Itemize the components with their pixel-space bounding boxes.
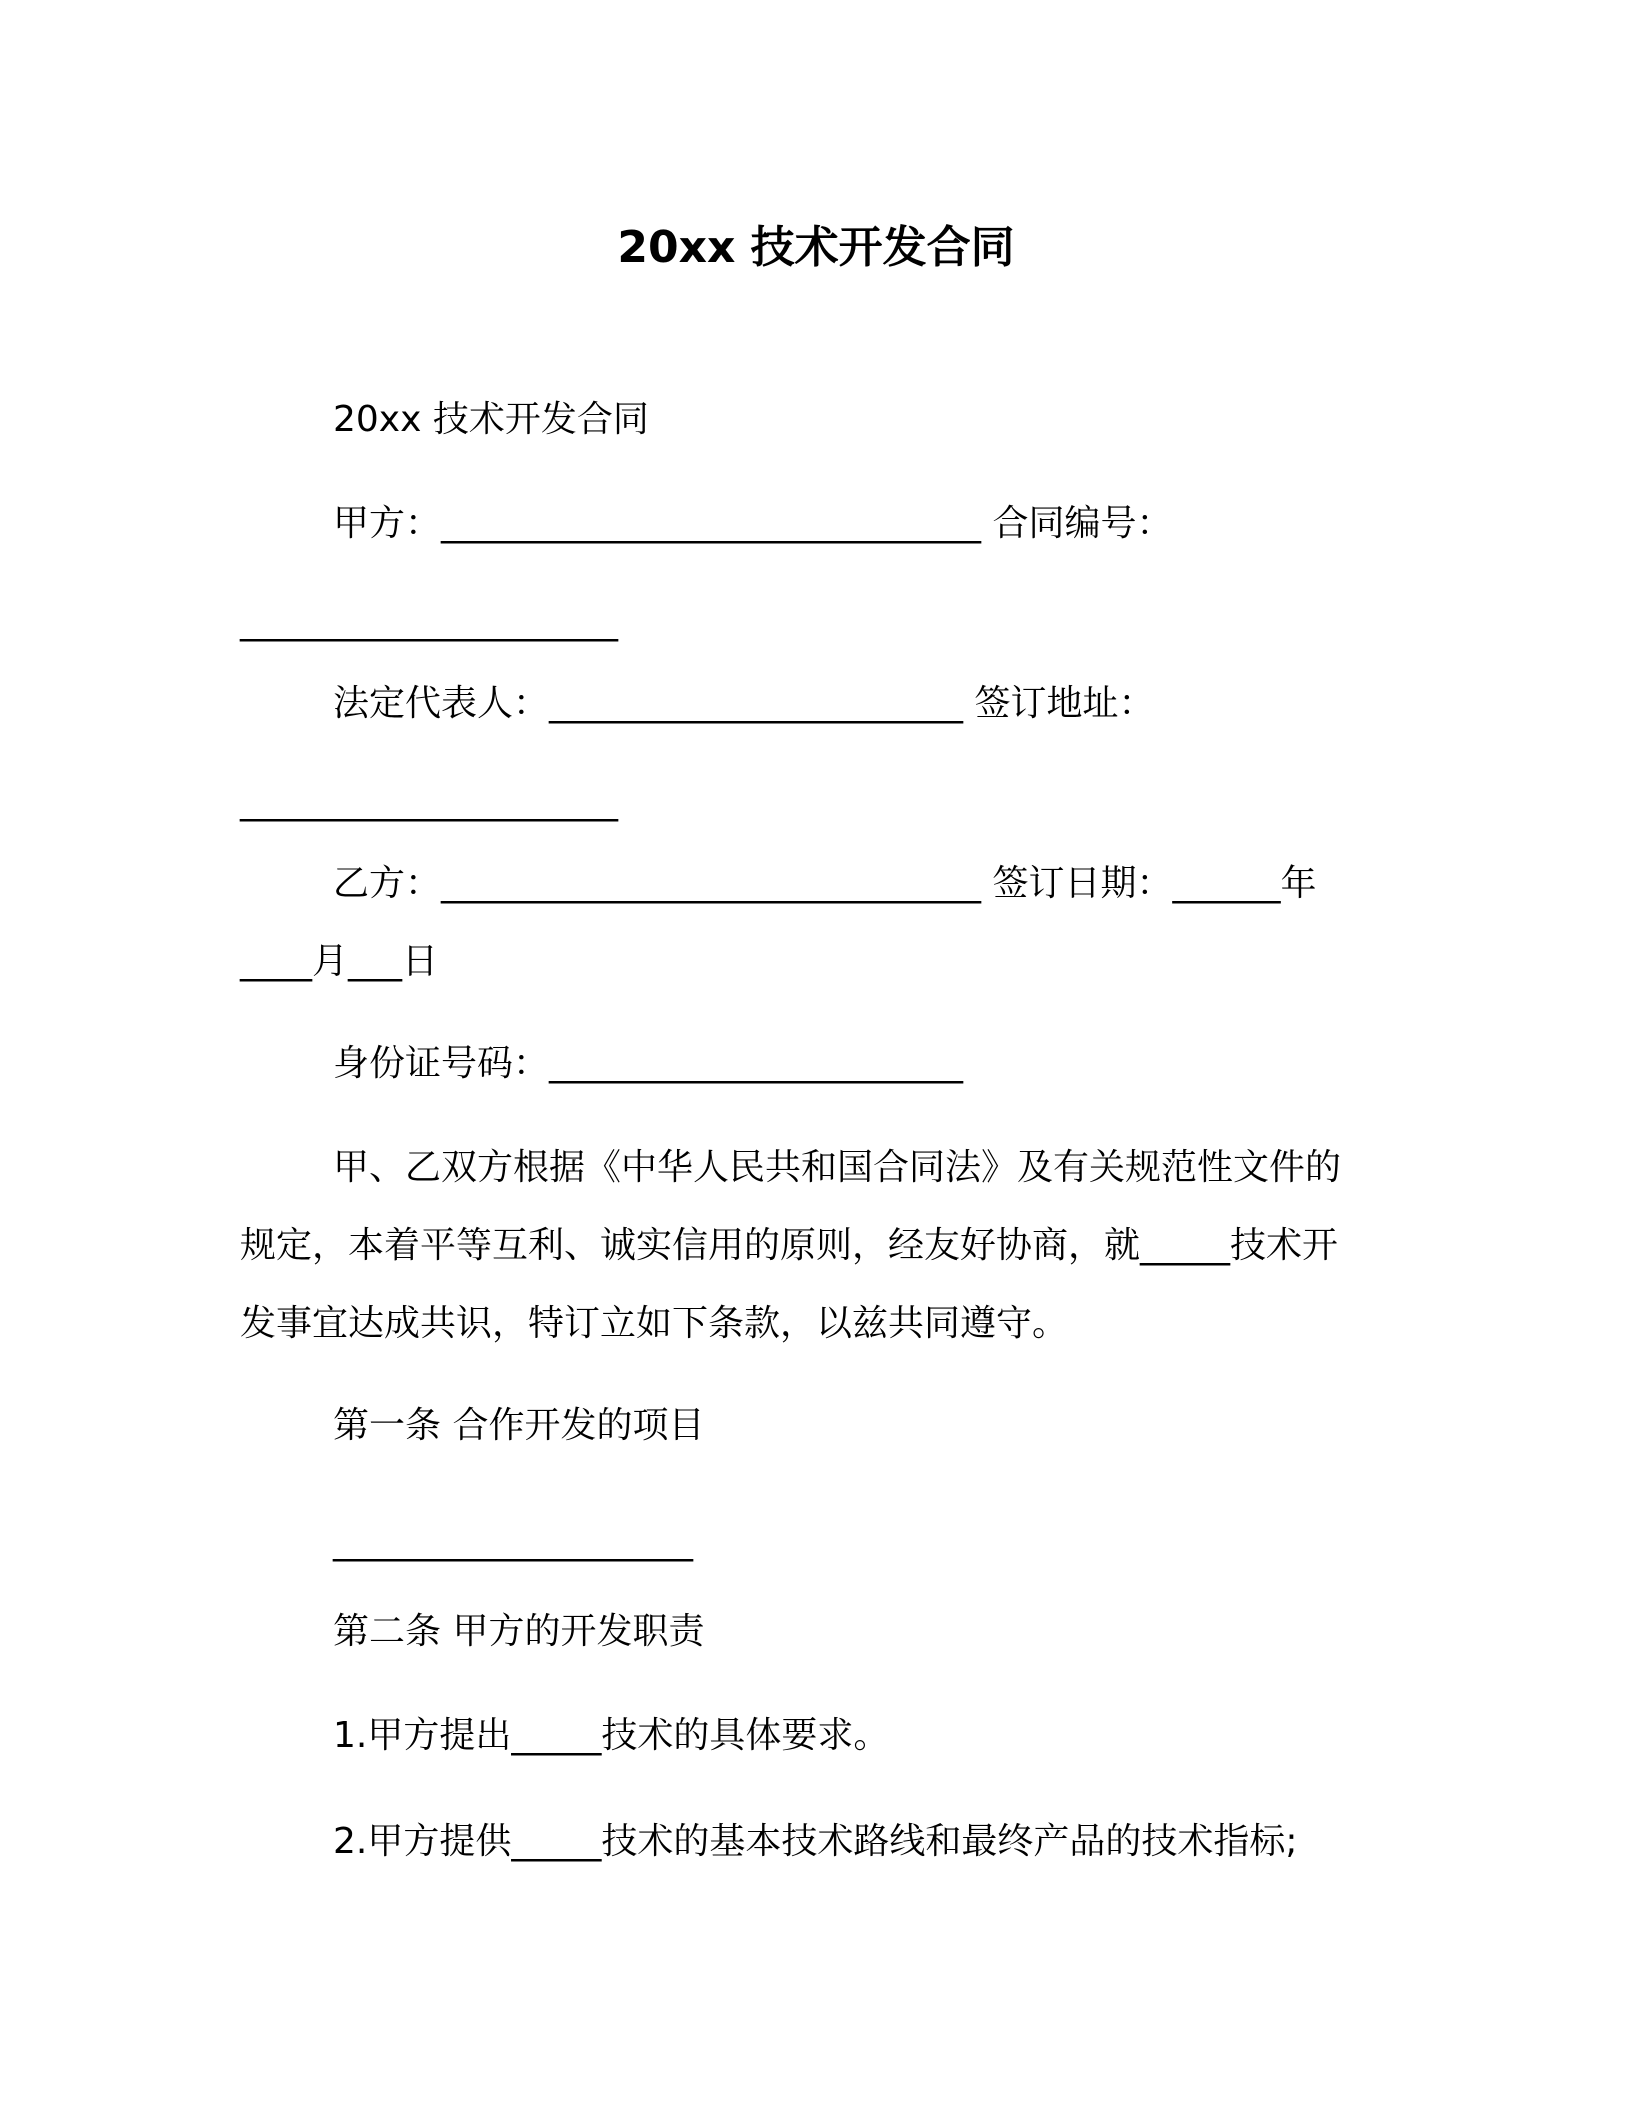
legal-representative-continuation: _____________________: [240, 781, 618, 822]
party-b-continuation: ____月___日: [240, 941, 439, 982]
preamble-line-3: 发事宜达成共识，特订立如下条款，以兹共同遵守。: [240, 1303, 1069, 1344]
article-2-heading: 第二条 甲方的开发职责: [333, 1611, 705, 1652]
article-2-item-2: 2.甲方提供_____技术的基本技术路线和最终产品的技术指标;: [333, 1821, 1298, 1862]
contract-subtitle: 20xx 技术开发合同: [333, 399, 649, 440]
party-a-continuation: _____________________: [240, 601, 618, 642]
preamble-line-2: 规定，本着平等互利、诚实信用的原则，经友好协商，就_____技术开: [240, 1225, 1339, 1266]
document-title: 20xx 技术开发合同: [617, 222, 1015, 273]
article-2-item-1: 1.甲方提出_____技术的具体要求。: [333, 1715, 890, 1756]
article-1-blank: ____________________: [333, 1521, 693, 1562]
preamble-line-1: 甲、乙双方根据《中华人民共和国合同法》及有关规范性文件的: [333, 1147, 1342, 1188]
party-b-line: 乙方：______________________________ 签订日期：______年: [333, 863, 1317, 904]
id-number-line: 身份证号码：_______________________: [333, 1043, 964, 1084]
article-1-heading: 第一条 合作开发的项目: [333, 1405, 705, 1446]
legal-representative-line: 法定代表人：_______________________ 签订地址：: [333, 683, 1155, 724]
party-a-line: 甲方：______________________________ 合同编号：: [333, 503, 1173, 544]
